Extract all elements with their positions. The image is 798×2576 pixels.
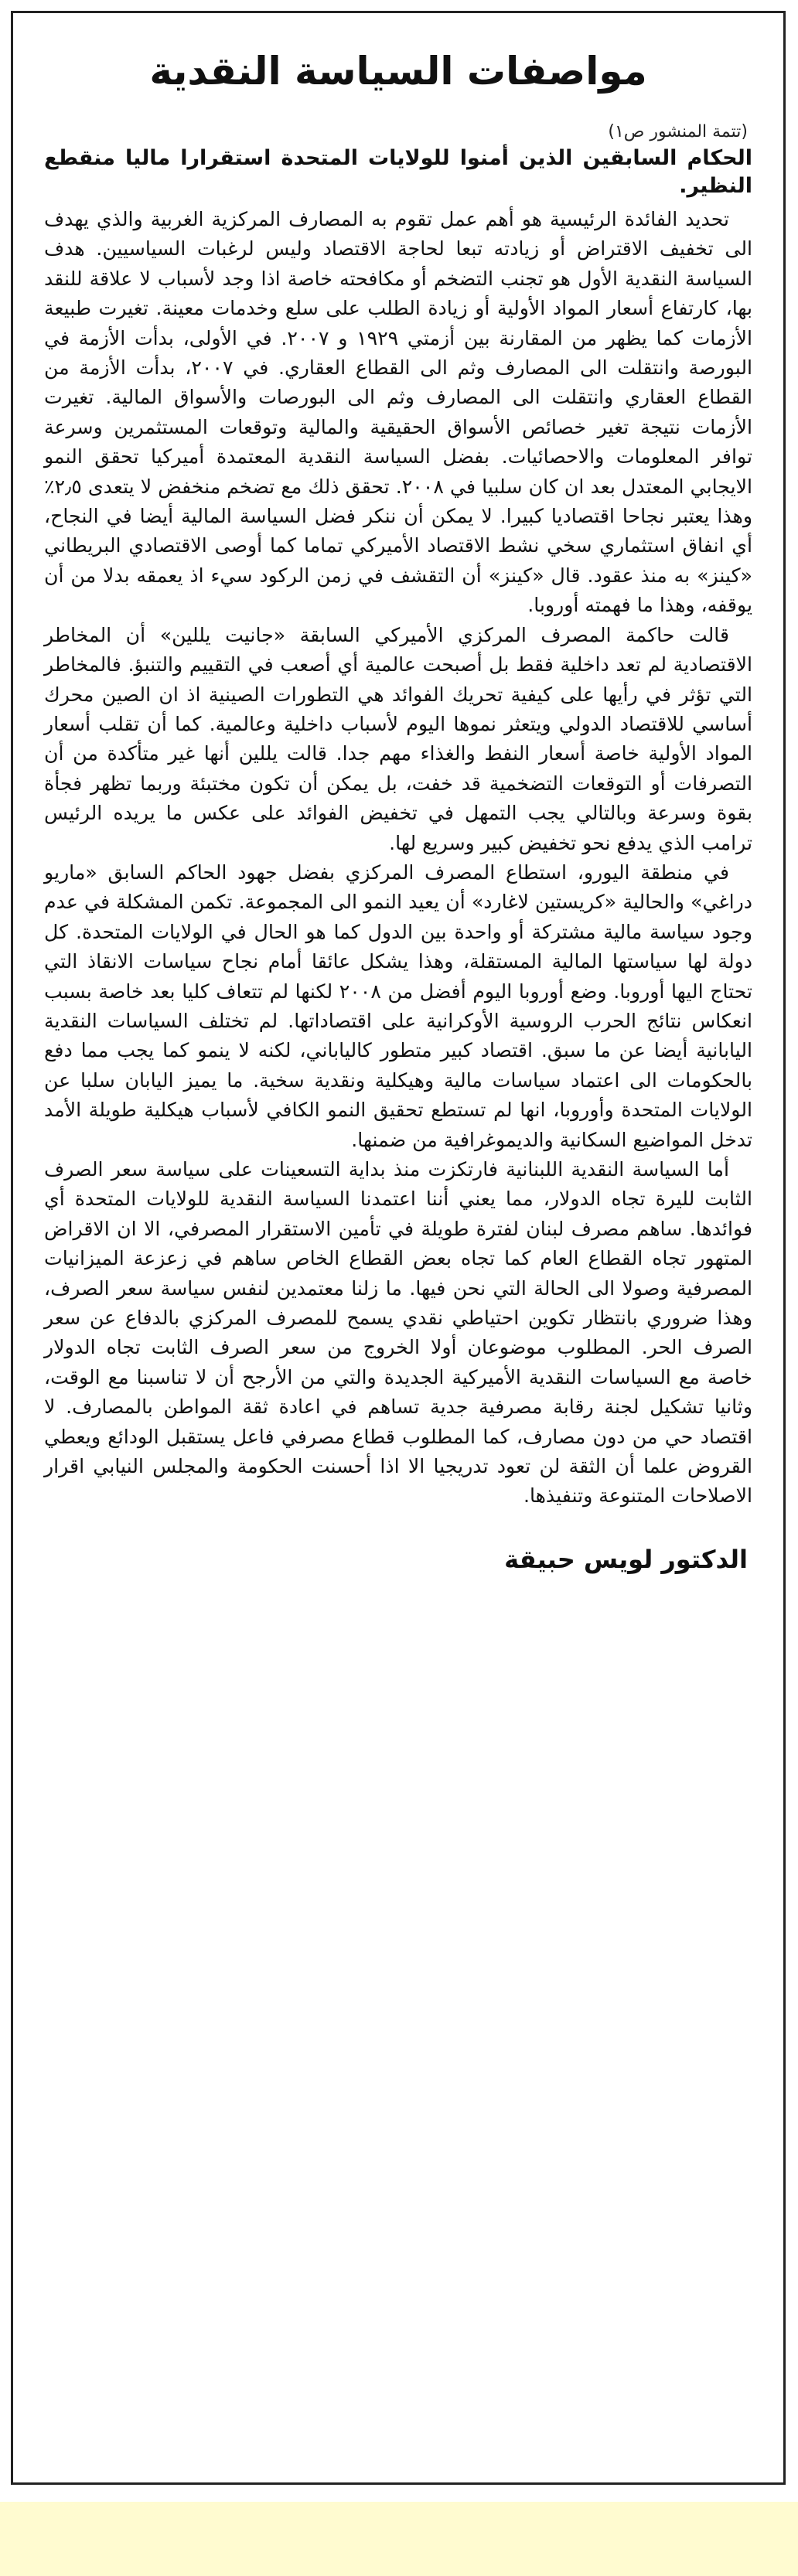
article-paragraph: قالت حاكمة المصرف المركزي الأميركي السابقة «جانيت يللين» أن المخاطر الاقتصادية لم تعد داخلية فقط بل أصبحت عالمية أي أصعب في التقييم والتنبؤ. فالمخاطر التي تؤثر في رأيها على كيفية تحريك الفوائد هي التطورات الصينية اذ ان الصين محرك أساسي للاقتصاد الدولي ويتعثر نموها اليوم لأسباب داخلية وعالمية. كما أن تقلب أسعار المواد الأولية خاصة أسعار النفط والغذاء مهم جدا. قالت يللين أنها غير متأكدة من أن التصرفات أو التوقعات التضخمية قد خفت، بل يمكن أن تكون مختبئة وربما تظهر فجأة بقوة وسرعة وبالتالي يجب التمهل في تخفيض الفوائد على عكس ما يريده الرئيس ترامب الذي يدفع نحو تخفيض كبير وسريع لها. bbox=[44, 623, 752, 854]
article-body bbox=[44, 205, 752, 1511]
footer-band bbox=[0, 2502, 798, 2576]
continuation-note: (تتمة المنشور ص١) bbox=[608, 122, 748, 141]
article-paragraph: أما السياسة النقدية اللبنانية فارتكزت منذ بداية التسعينات على سياسة سعر الصرف الثابت لليرة تجاه الدولار، مما يعني أننا اعتمدنا السياسة النقدية للولايات المتحدة أي فوائدها. ساهم مصرف لبنان لفترة طويلة في تأمين الاستقرار المصرفي، الا ان الاقراض المتهور تجاه القطاع العام كما تجاه بعض القطاع الخاص ساهم في زعزعة الميزانيات المصرفية وصولا الى الحالة التي نحن فيها. ما زلنا معتمدين لنفس سياسة سعر الصرف، وهذا ضروري بانتظار تكوين احتياطي نقدي يسمح للمصرف المركزي بالدفاع عن سعر الصرف الحر. المطلوب موضوعان أولا الخروج من سعر الصرف الثابت تجاه الدولار خاصة مع السياسات النقدية الأميركية الجديدة والتي من الأرجح أن لا تناسبنا مع الوقت، وثانيا تشكيل لجنة رقابة مصرفية جدية تساهم في اعادة ثقة المواطن بالمصارف. لا اقتصاد حي من دون مصارف، كما المطلوب قطاع مصرفي فاعل يستقبل الودائع ويعطي القروض علما أن الثقة لن تعود تدريجيا الا اذا أحسنت الحكومة والمجلس النيابي اقرار الاصلاحات المتنوعة وتنفيذها. bbox=[44, 1158, 752, 1508]
article-lead: الحكام السابقين الذين أمنوا للولايات المتحدة استقرارا ماليا منقطع النظير. bbox=[44, 146, 752, 198]
article-paragraph: تحديد الفائدة الرئيسية هو أهم عمل تقوم به المصارف المركزية الغربية والذي يهدف الى تخفيف الاقتراض أو زيادته تبعا لحاجة الاقتصاد وليس لرغبات السياسيين. هدف السياسة النقدية الأول هو تجنب التضخم أو مكافحته خاصة اذا وجد لأسباب لا علاقة للنقد بها، كارتفاع أسعار المواد الأولية أو زيادة الطلب على سلع وخدمات معينة. تغيرت طبيعة الأزمات كما يظهر من المقارنة بين أزمتي ١٩٢٩ و ٢٠٠٧. في الأولى، بدأت الأزمة في البورصة وانتقلت الى المصارف وثم الى القطاع العقاري. في ٢٠٠٧، بدأت الأزمة من القطاع العقاري وانتقلت الى المصارف وثم الى البورصات والأسواق المالية. تغيرت الأزمات نتيجة تغير خصائص الأسواق الحقيقية والمالية وتوقعات المستثمرين وسرعة توافر المعلومات والاحصائيات. بفضل السياسة النقدية المعتمدة أميركيا تحقق النمو الايجابي المعتدل بعد ان كان سلبيا في ٢٠٠٨. تحقق ذلك مع تضخم منخفض لا يتعدى ٢٫٥٪ وهذا يعتبر نجاحا اقتصاديا كبيرا. لا يمكن أن ننكر فضل السياسة المالية أيضا في النجاح، أي انفاق استثماري سخي نشط الاقتصاد الأميركي تماما كما أوصى الاقتصادي البريطاني «كينز» به منذ عقود. قال «كينز» أن التقشف في زمن الركود سيء اذ يعمقه بدلا من أن يوقفه، وهذا ما فهمته أوروبا. bbox=[44, 208, 752, 617]
author-signature: الدكتور لويس حبيقة bbox=[504, 1544, 748, 1574]
article-paragraph: في منطقة اليورو، استطاع المصرف المركزي بفضل جهود الحاكم السابق «ماريو دراغي» والحالية «كريستين لاغارد» أن يعيد النمو الى المجموعة. تكمن المشكلة في عدم وجود سياسة مالية مشتركة أو واحدة بين الدول كما هو الحال في الولايات المتحدة. كل دولة لها سياستها المالية المستقلة، وهذا يشكل عائقا أمام نجاح سياسات الانقاذ التي تحتاج اليها أوروبا. وضع أوروبا اليوم أفضل من ٢٠٠٨ لكنها لم تتعاف كليا بعد خاصة بسبب انعكاس نتائج الحرب الروسية الأوكرانية على اقتصاداتها. لم تختلف السياسات النقدية اليابانية أيضا عن ما سبق. اقتصاد كبير متطور كالياباني، لكنه لا ينمو كما يجب مما دفع بالحكومات الى اعتماد سياسات مالية وهيكلية ونقدية سخية. ما يميز اليابان سلبا عن الولايات المتحدة وأوروبا، انها لم تستطع تحقيق النمو الكافي لأسباب هيكلية طويلة الأمد تدخل المواضيع السكانية والديموغرافية من ضمنها. bbox=[44, 860, 752, 1151]
article-title: مواصفات السياسة النقدية bbox=[149, 49, 647, 94]
article-frame bbox=[11, 11, 786, 2485]
